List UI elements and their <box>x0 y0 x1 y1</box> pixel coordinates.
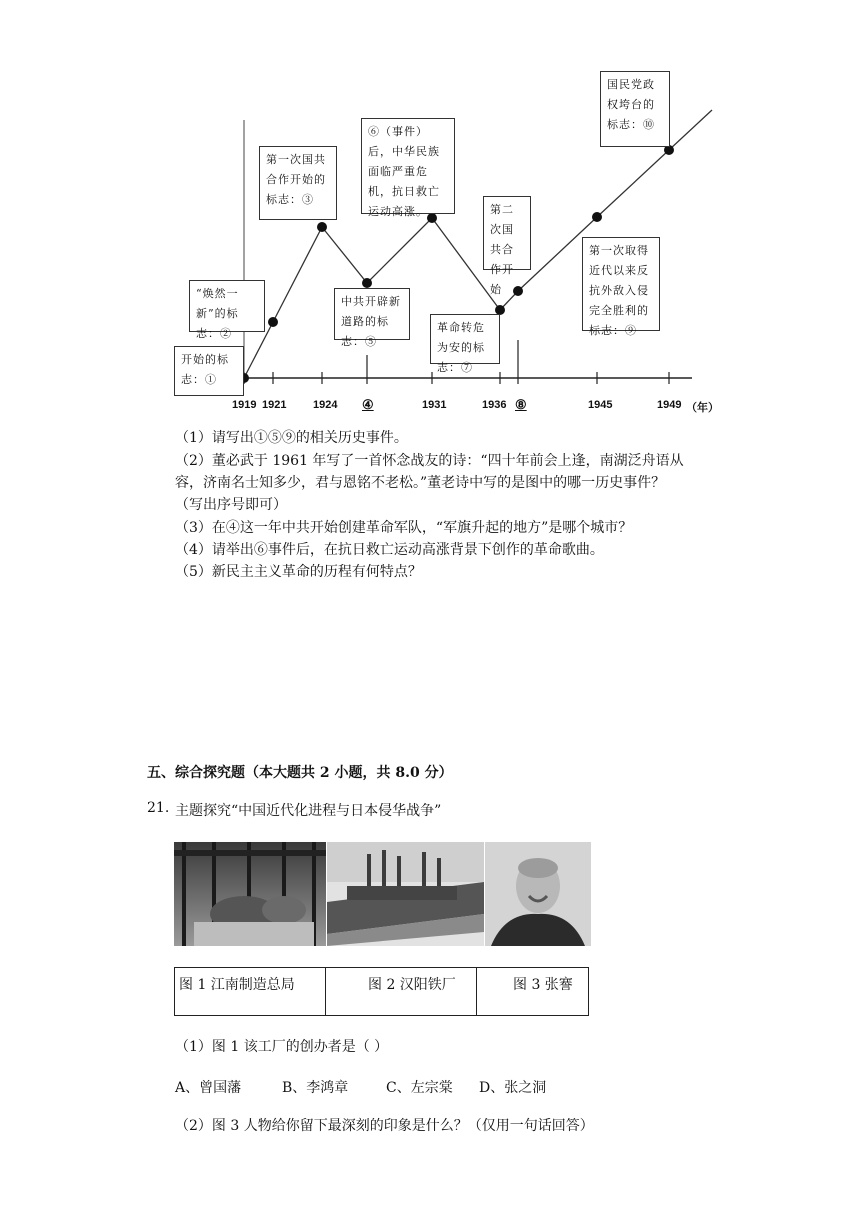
question-line: （3）在④这一年中共开始创建革命军队，“军旗升起的地方”是哪个城市？ <box>175 520 633 536</box>
figure-2-image <box>327 842 484 946</box>
section-heading: 五、综合探究题（本大题共 2 小题，共 8.0 分） <box>147 765 453 781</box>
figure-3-caption: 图 3 张謇 <box>476 967 589 1016</box>
box-event-1: 开始的标志：① <box>174 346 244 396</box>
year-label: 1949 <box>657 399 682 411</box>
figure-1-image <box>174 842 326 946</box>
year-label: 1924 <box>313 399 338 411</box>
question-21-2: （2）图 3 人物给你留下最深刻的印象是什么？（仅用一句话回答） <box>175 1118 594 1134</box>
timeline-diagram <box>0 0 860 420</box>
box-event-2: “焕然一新”的标志：② <box>189 280 265 332</box>
option-c: C、左宗棠 <box>386 1080 453 1096</box>
box-event-3: 第一次国共合作开始的标志：③ <box>259 146 337 220</box>
figure-2-caption: 图 2 汉阳铁厂 <box>325 967 477 1016</box>
question-line: （2）董必武于 1961 年写了一首怀念战友的诗：“四十年前会上逢，南湖泛舟语从 <box>175 453 684 469</box>
question-line: （1）请写出①⑤⑨的相关历史事件。 <box>175 430 408 446</box>
question-line: （4）请举出⑥事件后，在抗日救亡运动高涨背景下创作的革命歌曲。 <box>175 542 604 558</box>
box-event-7: 革命转危为安的标志：⑦ <box>430 314 500 364</box>
box-event-6: ⑥（事件）后，中华民族面临严重危机，抗日救亡运动高涨。 <box>361 118 455 214</box>
year-label: 1931 <box>422 399 447 411</box>
box-event-10: 国民党政权垮台的标志：⑩ <box>600 71 670 147</box>
question-21-title: 主题探究“中国近代化进程与日本侵华战争” <box>175 803 442 819</box>
box-event-9: 第一次取得近代以来反抗外敌入侵完全胜利的标志：⑨ <box>582 237 660 331</box>
figure-3-image <box>485 842 591 946</box>
year-label: （年） <box>686 402 719 414</box>
box-event-8: 第二次国共合作开始 <box>483 196 531 270</box>
question-21-1: （1）图 1 该工厂的创办者是（ ） <box>175 1039 389 1055</box>
year-label: 1945 <box>588 399 613 411</box>
option-b: B、李鸿章 <box>282 1080 349 1096</box>
year-label: ⑧ <box>515 397 527 412</box>
year-label: 1921 <box>262 399 287 411</box>
question-line: （5）新民主主义革命的历程有何特点？ <box>175 564 422 580</box>
box-event-5: 中共开辟新道路的标志：⑤ <box>334 288 410 340</box>
option-d: D、张之洞 <box>479 1080 547 1096</box>
year-label: 1936 <box>482 399 507 411</box>
question-line: （写出序号即可） <box>175 497 287 513</box>
question-line: 容，济南名士知多少，君与恩铭不老松。”董老诗中写的是图中的哪一历史事件？ <box>175 475 666 491</box>
figure-1-caption: 图 1 江南制造总局 <box>174 967 326 1016</box>
option-a: A、曾国藩 <box>175 1080 242 1096</box>
year-label: 1919 <box>232 399 257 411</box>
question-21-number: 21. <box>147 800 170 816</box>
year-label: ④ <box>362 397 374 412</box>
